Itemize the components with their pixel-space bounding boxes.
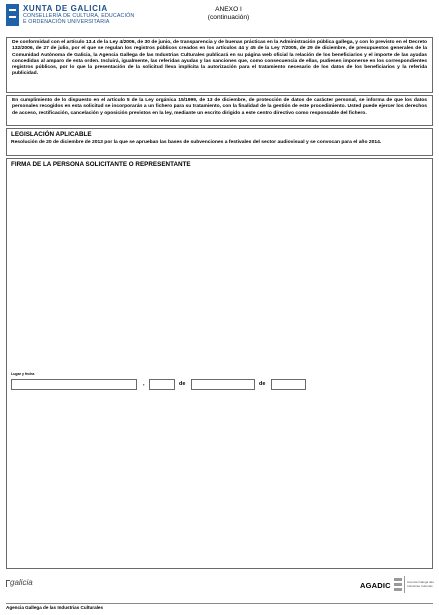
annex-title: ANEXO I	[215, 6, 242, 13]
legislation-text: Resolución de 20 de diciembre de 2013 por la que se aprueban las bases de subvenciones a festivales del sector audiovisual y se convocan para el año 2014.	[11, 140, 382, 145]
transparency-box	[6, 37, 433, 93]
agadic-subtitle: Axencia Galega das Industrias Culturais	[407, 580, 434, 588]
annex-subtitle: (continuación)	[207, 14, 250, 21]
de-separator-1: de	[179, 381, 186, 387]
logo-title: XUNTA DE GALICIA	[23, 4, 108, 13]
logo-subtitle-2: E ORDENACIÓN UNIVERSITARIA	[23, 19, 110, 26]
xunta-shield-icon	[6, 4, 19, 26]
agadic-logo: AGADIC	[360, 581, 391, 590]
month-field[interactable]	[191, 379, 255, 390]
footer-divider	[6, 603, 433, 604]
legislation-box	[6, 128, 433, 156]
signature-title: FIRMA DE LA PERSONA SOLICITANTE O REPRESENTANTE	[11, 161, 191, 168]
signature-box	[6, 158, 433, 569]
comma-separator: ,	[143, 381, 145, 387]
galicia-logo: galicia	[10, 578, 33, 587]
place-date-label: Lugar y fecha	[11, 372, 35, 376]
data-protection-box	[6, 95, 433, 126]
xunta-logo	[6, 4, 134, 26]
agadic-mark-icon	[393, 576, 405, 593]
day-field[interactable]	[149, 379, 175, 390]
legislation-title: LEGISLACIÓN APLICABLE	[11, 131, 92, 138]
year-field[interactable]	[271, 379, 306, 390]
data-protection-text: En cumplimiento de lo dispuesto en el artículo 5 de la Ley orgánica 15/1999, de 13 de diciembre, de protección de datos de carácter personal, se informa de que los datos personales recogidos en esta solicitud se incorporarán a un fichero para su tratamiento, con la finalidad de la gestión de este procedimiento. Usted puede ejercer los derechos de acceso, rectificación, cancelación y oposición previstos en la ley, mediante un escrito dirigido a este centro directivo como responsable del fichero.	[12, 98, 427, 116]
de-separator-2: de	[259, 381, 266, 387]
footer-agency: Agencia Gallega de las Industrias Culturales	[6, 605, 104, 610]
logo-subtitle-1: CONSELLERÍA DE CULTURA, EDUCACIÓN	[23, 13, 135, 19]
place-field[interactable]	[11, 379, 137, 390]
page-header	[6, 4, 433, 34]
logo-text	[23, 4, 134, 25]
annex-heading	[181, 6, 276, 22]
transparency-text: De conformidad con el artículo 13.4 de la Ley 4/2006, de 30 de junio, de transparencia y de buenas prácticas en la Administración pública gallega, y con lo previsto en el Decreto 132/2006, de 27 de julio, por el que se regulan los registros públicos creados en los artículos 44 y 45 de la Ley 7/2005, de 29 de diciembre, de presupuestos generales de la Comunidad Autónoma de Galicia, la Agencia Gallega de las Industrias Culturales publicará en su página web oficial la relación de los beneficiarios y el importe de las ayudas concedidas al amparo de esta orden. Incluirá, igualmente, las referidas ayudas y las sanciones que, como consecuencia de ellas, pudiesen imponerse en los correspondientes registros públicos, por lo que la presentación de la solicitud lleva implícita la autorización para el tratamiento necesario de los datos de los beneficiarios y la referida publicidad.	[12, 40, 427, 77]
